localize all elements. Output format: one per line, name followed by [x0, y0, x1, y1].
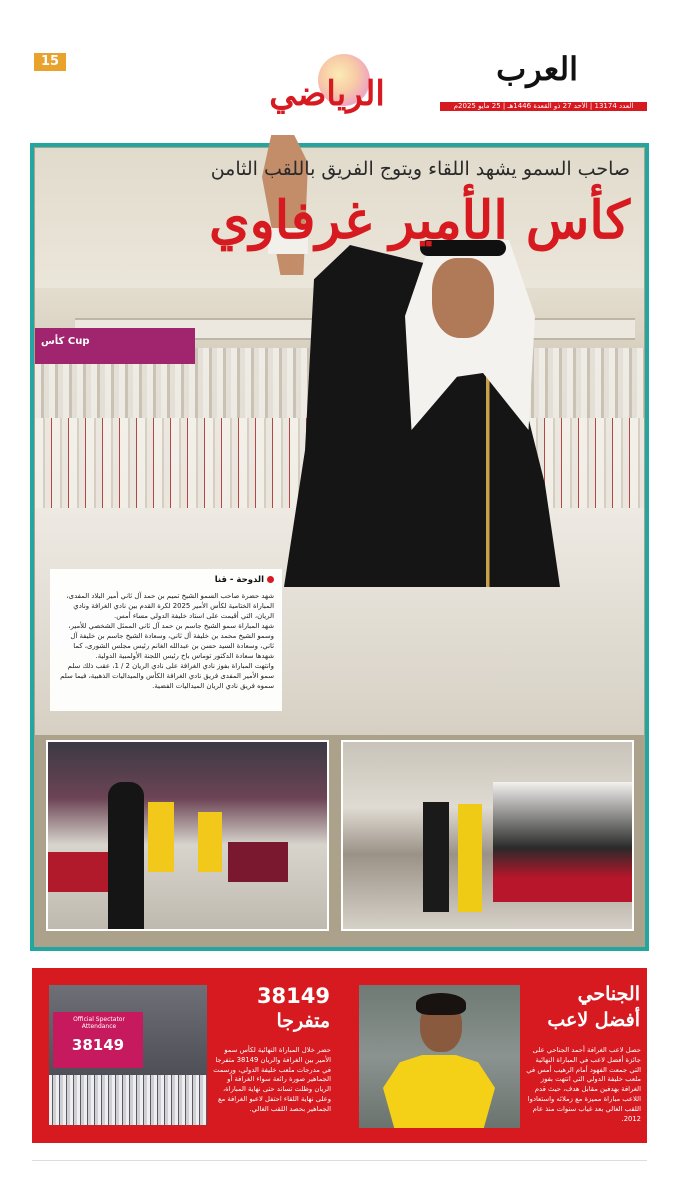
dignitaries-row	[493, 782, 633, 902]
trophy-table	[228, 842, 288, 882]
story-paragraph: شهد حضرة صاحب السمو الشيخ تميم بن حمد آل ثاني أمير البلاد المفدى، المباراة الختامية لكأس الأمير 2025 لكرة القدم بين نادي الغرافة ونادي الريان، التي أقيمت على استاد خليفة الدولي مساء أمس.	[66, 592, 274, 620]
dignitary-figure	[108, 782, 144, 931]
story-paragraph: وانتهت المباراة بفوز نادي الغرافة على نادي الريان 2 / 1، عقب ذلك سلم سمو الأمير المفدى فريق نادي الغرافة الكأس والميداليات الذهبية، فيما سلم سموه فريق نادي الريان الميداليات الفضية.	[60, 662, 274, 690]
story-paragraph: شهد المباراة سمو الشيخ جاسم بن حمد آل ثاني الممثل الشخصي للأمير، وسمو الشيخ محمد بن خليفة آل ثاني، وسعادة الشيخ جاسم بن خليفة آل ثاني، وسعادة السيد حسن بن عبدالله الغانم رئيس مجلس الشورى، كما شهدها سعادة الدكتور توماس باخ رئيس اللجنة الأولمبية الدولية.	[68, 622, 274, 660]
scoreboard-number: 38149	[71, 1036, 125, 1054]
dateline-text: الدوحة - قنا	[214, 575, 264, 585]
newspaper-logo: العرب	[496, 50, 578, 88]
player-jersey	[148, 802, 174, 872]
best-player-text: حصل لاعب الغرافة أحمد الجناحي على جائزة أفضل لاعب في المباراة النهائية التي جمعت الفهود أمام الرهيب أمس في ملعب خليفة الدولي التي انتهت بفوز الغرافة بهدفين مقابل هدف، حيث قدم اللاعب مباراة مميزة مع زملائه واستعادوا اللقب الغالي بعد غياب سنوات منذ عام 2012.	[526, 1046, 641, 1123]
attendance-text: حضر خلال المباراة النهائية لكأس سمو الأمير بين الغرافة والريان 38149 متفرجا في مدرجات ملعب خليفة الدولي، ورسمت الجماهير صورة رائعة سواء الغرافة أو الريان وظلت تساند حتى نهاية المباراة، وعلى نهاية اللقاء احتفل لاعبو الغرافة مع الجماهير بحصد اللقب الغالي.	[213, 1046, 331, 1113]
player-shirt	[383, 1055, 495, 1128]
vip-stand-photo	[341, 740, 634, 931]
player-jersey	[198, 812, 222, 872]
attendance-headline: متفرجا	[276, 1010, 330, 1032]
hero-title: كأس الأمير غرفاوي	[208, 190, 630, 251]
player-black-kit	[423, 802, 449, 912]
red-seats	[48, 852, 108, 892]
face	[432, 258, 494, 338]
best-player-headline: أفضل لاعب	[547, 1009, 640, 1031]
dateline	[58, 575, 274, 585]
story-box	[50, 569, 282, 711]
cup-banner-text: كأس Cup	[41, 336, 90, 347]
player-hair	[416, 993, 466, 1015]
section-logo: الرياضي	[269, 74, 385, 114]
bullet-icon	[267, 576, 274, 583]
attendance-number: 38149	[256, 984, 330, 1008]
footer-divider	[32, 1160, 647, 1161]
best-player-name: الجناحي	[577, 983, 640, 1005]
issue-info: العدد 13174 | الأحد 27 ذو القعدة 1446هـ | 25 مايو 2025م	[440, 102, 647, 111]
scoreboard-label: Official Spectator Attendance	[73, 1016, 125, 1030]
page-number: 15	[34, 53, 66, 71]
hero-subtitle: صاحب السمو يشهد اللقاء ويتوج الفريق باللقب الثامن	[210, 158, 630, 180]
trophy-presentation-photo	[46, 740, 329, 931]
crowd-image	[49, 1075, 207, 1125]
player-yellow-kit	[458, 804, 482, 912]
